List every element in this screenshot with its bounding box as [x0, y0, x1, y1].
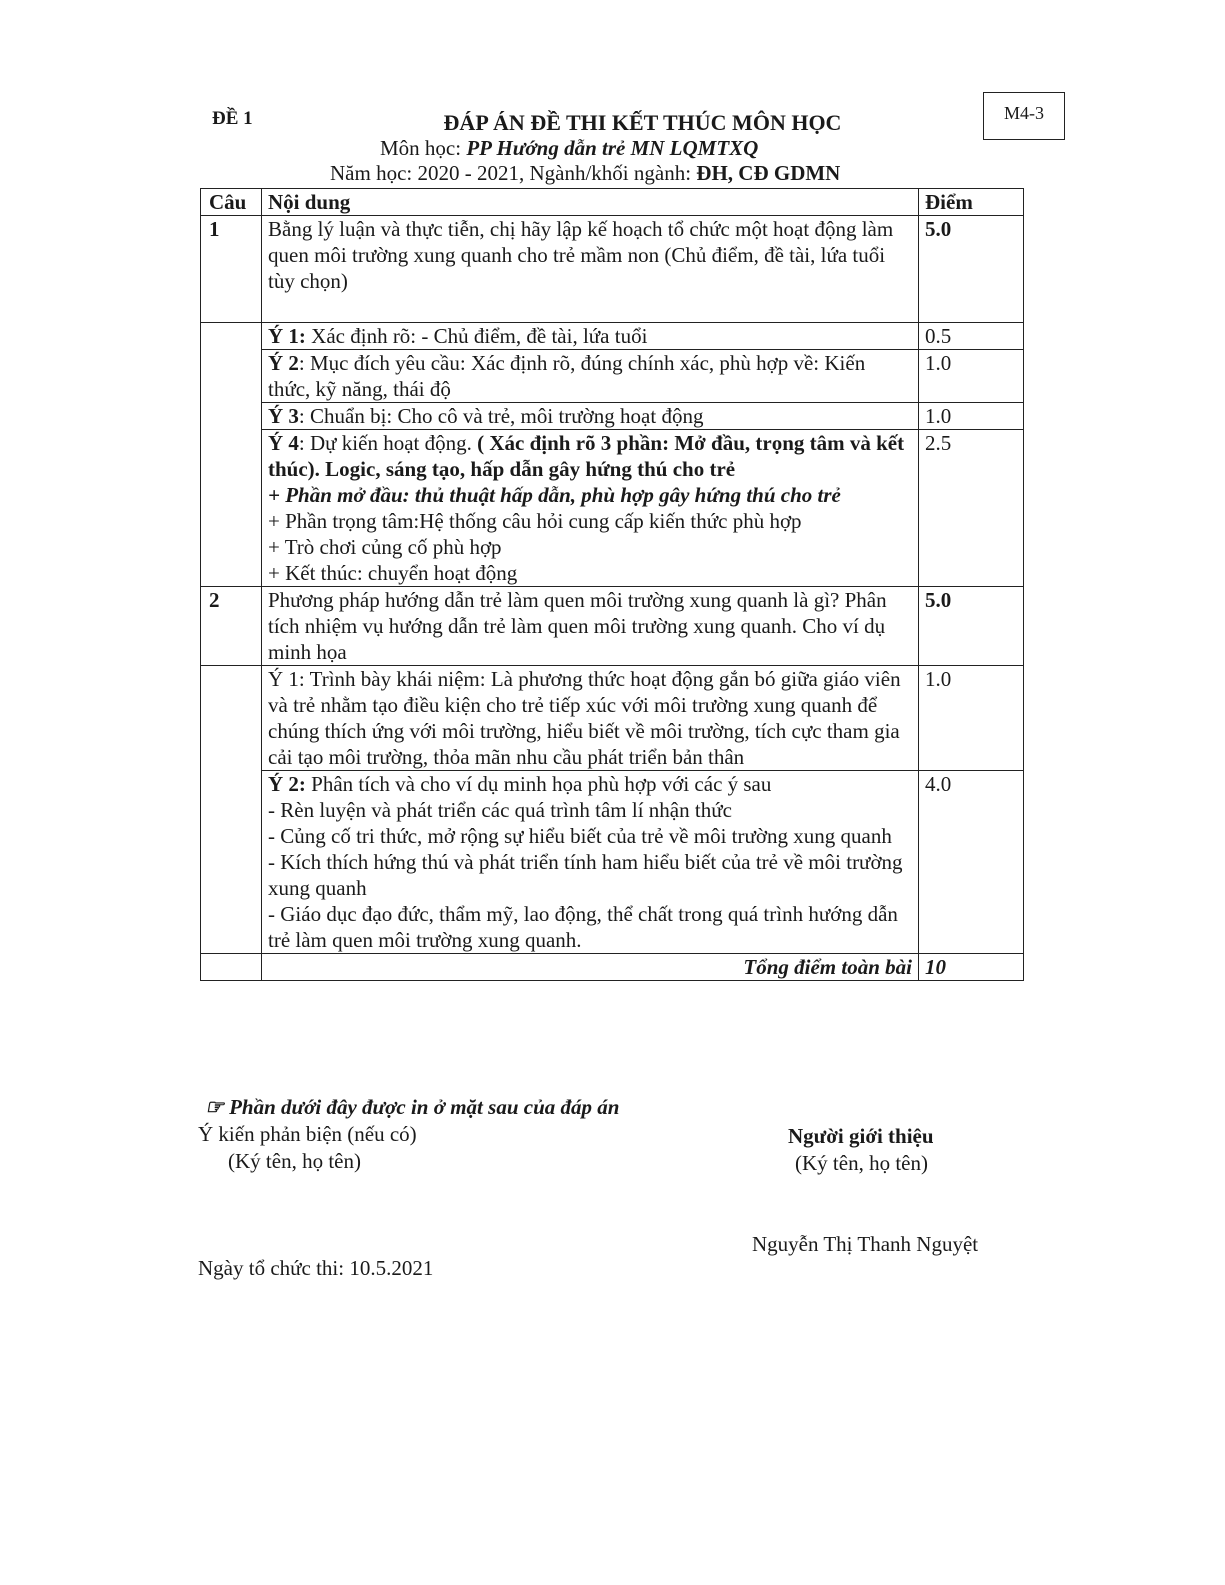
q2-question: Phương pháp hướng dẫn trẻ làm quen môi trường xung quanh là gì? Phân tích nhiệm vụ hướng dẫn trẻ làm quen môi trường xung quanh. Cho ví dụ minh họa — [262, 587, 919, 666]
table-total-row — [201, 954, 1024, 981]
year-text: Năm học: 2020 - 2021, Ngành/khối ngành: — [330, 161, 697, 185]
q2-score: 5.0 — [919, 587, 1024, 666]
q1-y3 — [262, 403, 919, 430]
pointing-hand-icon: ☞ — [205, 1095, 224, 1119]
q1-y2-score: 1.0 — [919, 350, 1024, 403]
table-row — [201, 771, 1024, 954]
q1-y4-label: Ý 4 — [268, 431, 299, 455]
q2-y2-text: Phân tích và cho ví dụ minh họa phù hợp với các ý sau — [305, 772, 772, 796]
q1-number: 1 — [201, 216, 262, 323]
q1-y4-bold: ( Xác định rõ 3 phần: Mở đầu, trọng tâm và kết thúc). Logic, sáng tạo, hấp dẫn gây hứng thú cho trẻ — [268, 431, 905, 481]
table-header-row — [201, 189, 1024, 216]
subject-value: PP Hướng dẫn trẻ MN LQMTXQ — [466, 136, 759, 160]
table-row — [201, 216, 1024, 323]
q1-y4-line1: + Phần mở đầu: thủ thuật hấp dẫn, phù hợp gây hứng thú cho trẻ — [268, 483, 841, 507]
q1-empty-cell — [201, 323, 262, 587]
q1-y4 — [262, 430, 919, 587]
q1-y2-text: : Mục đích yêu cầu: Xác định rõ, đúng chính xác, phù hợp về: Kiến thức, kỹ năng, thái độ — [268, 351, 866, 401]
table-row — [201, 323, 1024, 350]
table-row — [201, 666, 1024, 771]
document-code: M4-3 — [1004, 103, 1044, 123]
exam-date: Ngày tổ chức thi: 10.5.2021 — [198, 1256, 434, 1280]
q1-y1-label: Ý 1: — [268, 324, 306, 348]
answer-table — [200, 188, 1024, 981]
exam-code: ĐỀ 1 — [212, 108, 253, 129]
q1-y3-score: 1.0 — [919, 403, 1024, 430]
table-row — [201, 350, 1024, 403]
q2-y1-score: 1.0 — [919, 666, 1024, 771]
q1-y2-label: Ý 2 — [268, 351, 299, 375]
q1-score: 5.0 — [919, 216, 1024, 323]
total-label: Tổng điểm toàn bài — [262, 954, 919, 981]
q2-y2-line3: - Kích thích hứng thú và phát triển tính ham hiểu biết của trẻ về môi trường xung quanh — [268, 850, 903, 900]
q1-y4-line3: + Trò chơi củng cố phù hợp — [268, 535, 502, 559]
q1-y1-text: Xác định rõ: - Chủ điểm, đề tài, lứa tuổi — [305, 324, 648, 348]
back-side-note — [205, 1095, 619, 1120]
q1-y2 — [262, 350, 919, 403]
q2-y2-line4: - Giáo dục đạo đức, thẩm mỹ, lao động, thể chất trong quá trình hướng dẫn trẻ làm quen môi trường xung quanh. — [268, 902, 898, 952]
header-diem: Điểm — [919, 189, 1024, 216]
reviewer-opinion: Ý kiến phản biện (nếu có) — [198, 1122, 417, 1146]
total-score: 10 — [919, 954, 1024, 981]
year-line — [330, 161, 840, 186]
q2-y2 — [262, 771, 919, 954]
reviewer-sign-hint: (Ký tên, họ tên) — [228, 1149, 361, 1173]
q1-question: Bằng lý luận và thực tiễn, chị hãy lập kế hoạch tổ chức một hoạt động làm quen môi trường xung quanh cho trẻ mầm non (Chủ điểm, đề tài, lứa tuổi tùy chọn) — [262, 216, 919, 323]
note-text: Phần dưới đây được in ở mặt sau của đáp án — [229, 1095, 620, 1119]
q2-empty-cell — [201, 666, 262, 954]
q1-y3-text: : Chuẩn bị: Cho cô và trẻ, môi trường hoạt động — [298, 404, 704, 428]
q1-y4-line4: + Kết thúc: chuyển hoạt động — [268, 561, 518, 585]
header-noi-dung: Nội dung — [262, 189, 919, 216]
table-row — [201, 587, 1024, 666]
q2-number: 2 — [201, 587, 262, 666]
q1-y4-score: 2.5 — [919, 430, 1024, 587]
q2-y2-line1: - Rèn luyện và phát triển các quá trình tâm lí nhận thức — [268, 798, 732, 822]
table-row — [201, 403, 1024, 430]
q1-y3-label: Ý 3 — [268, 404, 299, 428]
q2-y1: Ý 1: Trình bày khái niệm: Là phương thức hoạt động gắn bó giữa giáo viên và trẻ nhằm tạo điều kiện cho trẻ tiếp xúc với môi trường xung quanh để chúng thích ứng với môi trường, hiểu biết về môi trường, tích cực tham gia cải tạo môi trường, thỏa mãn nhu cầu phát triển bản thân — [262, 666, 919, 771]
year-major: ĐH, CĐ GDMN — [696, 161, 841, 185]
introducer-title: Người giới thiệu — [788, 1124, 934, 1148]
q1-y1 — [262, 323, 919, 350]
introducer-sign-hint: (Ký tên, họ tên) — [795, 1151, 928, 1175]
q1-y4-line2: + Phần trọng tâm:Hệ thống câu hỏi cung cấp kiến thức phù hợp — [268, 509, 802, 533]
subject-line — [380, 136, 758, 161]
q2-y2-line2: - Củng cố tri thức, mở rộng sự hiểu biết của trẻ về môi trường xung quanh — [268, 824, 892, 848]
table-row — [201, 430, 1024, 587]
page-title: ĐÁP ÁN ĐỀ THI KẾT THÚC MÔN HỌC — [443, 110, 842, 135]
q2-y2-heading — [268, 771, 912, 797]
total-empty-cell — [201, 954, 262, 981]
q1-y1-score: 0.5 — [919, 323, 1024, 350]
q1-y4-text: : Dự kiến hoạt động. — [298, 431, 478, 455]
subject-label: Môn học: — [380, 136, 467, 160]
q2-y2-score: 4.0 — [919, 771, 1024, 954]
q2-y2-label: Ý 2: — [268, 772, 306, 796]
q1-y4-heading — [268, 430, 912, 482]
introducer-name: Nguyễn Thị Thanh Nguyệt — [752, 1232, 979, 1256]
header-cau: Câu — [201, 189, 262, 216]
